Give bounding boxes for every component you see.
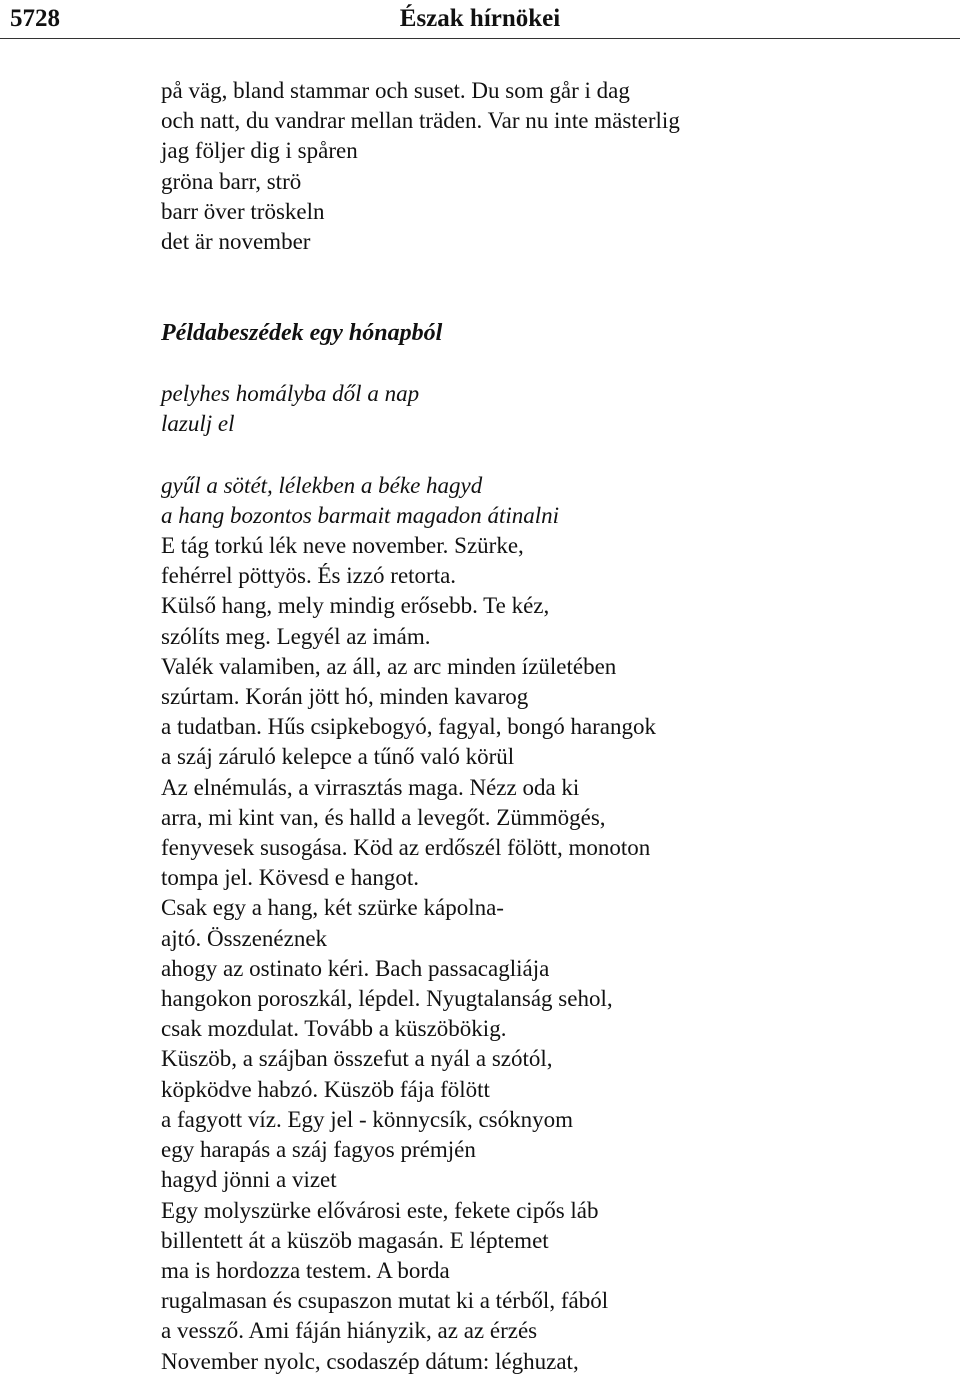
poem-line: barr över tröskeln [161, 198, 325, 224]
poem-line: szúrtam. Korán jött hó, minden kavarog [161, 684, 529, 710]
poem-line: ma is hordozza testem. A borda [161, 1257, 450, 1283]
poem-line: csak mozdulat. Tovább a küszöbökig. [161, 1016, 507, 1042]
stanza-body-block [161, 531, 921, 1377]
poem-line: hangokon poroszkál, lépdel. Nyugtalanság sehol, [161, 986, 613, 1012]
poem-line: gyűl a sötét, lélekben a béke hagyd [161, 472, 483, 498]
poem-line: gröna barr, strö [161, 168, 302, 194]
page-content [161, 76, 921, 1377]
poem-line: a vessző. Ami fáján hiányzik, az az érzés [161, 1318, 538, 1344]
page-header [0, 0, 960, 40]
header-rule [0, 38, 960, 39]
poem-line: Valék valamiben, az áll, az arc minden ízületében [161, 653, 617, 679]
poem-title: Példabeszédek egy hónapból [161, 320, 443, 347]
poem-line: fenyvesek susogása. Köd az erdőszél fölött, monoton [161, 835, 651, 861]
poem-line: a tudatban. Hűs csipkebogyó, fagyal, bongó harangok [161, 714, 657, 740]
page-number: 5728 [10, 5, 60, 32]
running-title: Észak hírnökei [399, 5, 561, 32]
poem-line: det är november [161, 229, 311, 255]
poem-line: ahogy az ostinato kéri. Bach passacagliája [161, 955, 550, 981]
poem-line: egy harapás a száj fagyos prémjén [161, 1137, 476, 1163]
poem-line: tompa jel. Kövesd e hangot. [161, 865, 420, 891]
poem-line: November nyolc, csodaszép dátum: léghuzat, [161, 1348, 579, 1374]
poem-line: szólíts meg. Legyél az imám. [161, 623, 431, 649]
poem-line: Csak egy a hang, két szürke kápolna- [161, 895, 504, 921]
poem-line: jag följer dig i spåren [161, 138, 358, 164]
poem-line: köpködve habzó. Küszöb fája fölött [161, 1076, 490, 1102]
poem-line: fehérrel pöttyös. És izzó retorta. [161, 563, 457, 589]
poem-line: a fagyott víz. Egy jel - könnycsík, csóknyom [161, 1106, 574, 1132]
poem-line: hagyd jönni a vizet [161, 1167, 337, 1193]
epigraph-block [161, 379, 921, 439]
poem-line: arra, mi kint van, és halld a levegőt. Zümmögés, [161, 804, 606, 830]
epigraph-line: lazulj el [161, 411, 235, 437]
poem-line: a száj záruló kelepce a tűnő való körül [161, 744, 515, 770]
poem-line: Küszöb, a szájban összefut a nyál a szótól, [161, 1046, 553, 1072]
poem-line: Egy molyszürke elővárosi este, fekete cipős láb [161, 1197, 599, 1223]
poem-line: Külső hang, mely mindig erősebb. Te kéz, [161, 593, 550, 619]
poem-line: ajtó. Összenéznek [161, 925, 328, 951]
stanza-italic-block [161, 471, 921, 531]
epigraph-line: pelyhes homályba dől a nap [161, 381, 420, 407]
poem-line: och natt, du vandrar mellan träden. Var nu inte mästerlig [161, 108, 680, 134]
poem-line: Az elnémulás, a virrasztás maga. Nézz oda ki [161, 774, 580, 800]
poem-line: på väg, bland stammar och suset. Du som går i dag [161, 78, 630, 103]
poem-line: rugalmasan és csupaszon mutat ki a térből, fából [161, 1288, 609, 1314]
poem-end-block [161, 76, 921, 257]
poem-line: billentett át a küszöb magasán. E léptemet [161, 1227, 549, 1253]
poem-line: E tág torkú lék neve november. Szürke, [161, 533, 524, 559]
poem-line: a hang bozontos barmait magadon átinalni [161, 502, 560, 528]
